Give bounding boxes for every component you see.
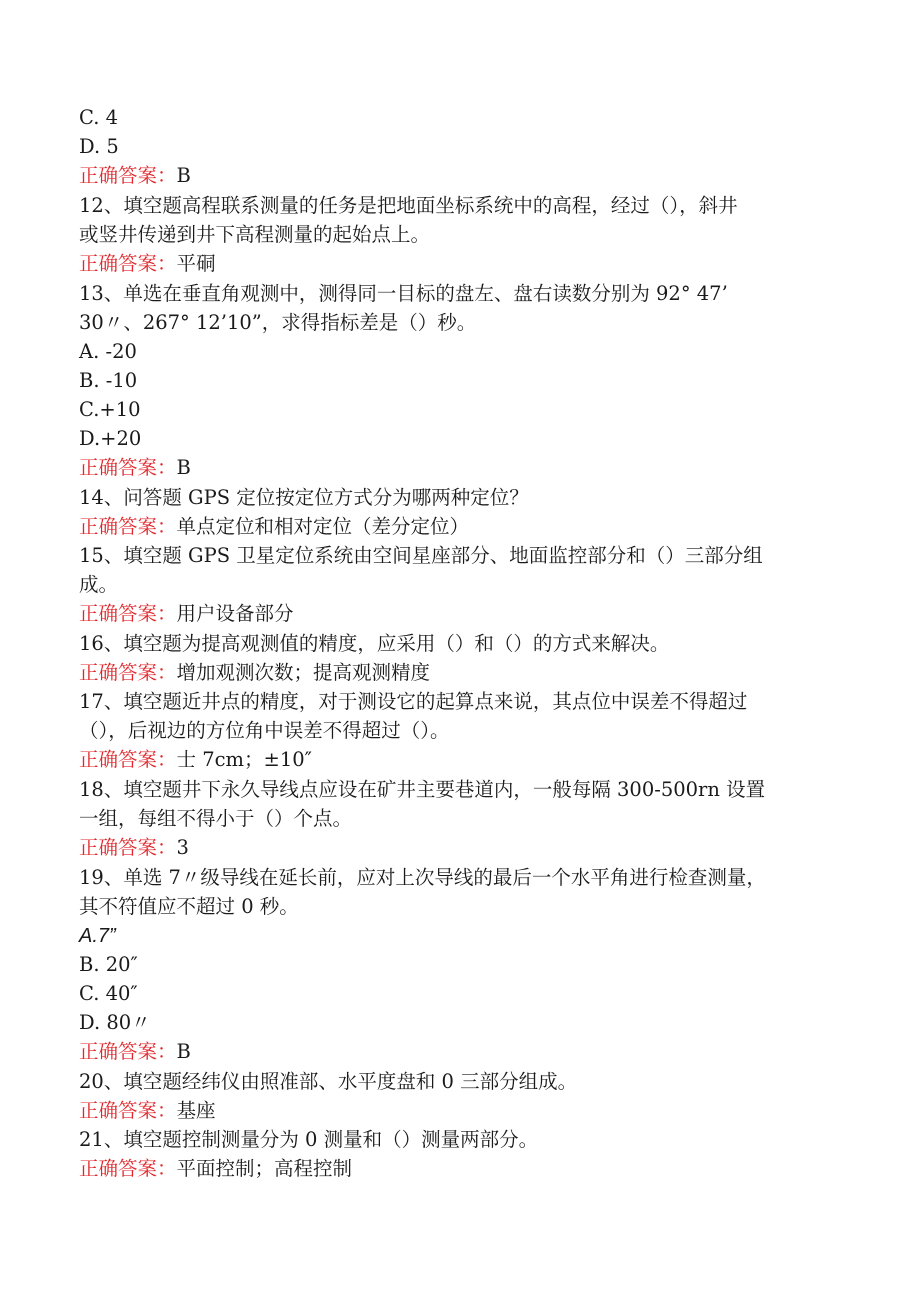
question-line: 12、填空题高程联系测量的任务是把地面坐标系统中的高程，经过（），斜井: [79, 194, 738, 217]
option-line: D. 80〃: [79, 1011, 151, 1034]
question-line: 20、填空题经纬仪由照准部、水平度盘和 0 三部分组成。: [79, 1070, 578, 1093]
question-line: 18、填空题井下永久导线点应设在矿井主要巷道内，一般每隔 300-500rn 设置: [79, 778, 766, 801]
answer-line: [79, 1040, 191, 1064]
answer-value: 平面控制；高程控制: [176, 1157, 353, 1180]
answer-label: 正确答案：: [79, 748, 177, 771]
option-line: C.+10: [79, 398, 141, 421]
answer-value: 平硐: [176, 252, 216, 275]
question-line: 或竖井传递到井下高程测量的起始点上。: [79, 223, 431, 246]
answer-label: 正确答案：: [79, 836, 177, 859]
question-line: 13、单选在垂直角观测中，测得同一目标的盘左、盘右读数分别为 92° 47’: [79, 282, 728, 305]
question-line: 30〃、267° 12’10”，求得指标差是（）秒。: [79, 311, 477, 334]
answer-value: 基座: [176, 1099, 216, 1122]
option-line: D.+20: [79, 427, 142, 450]
answer-label: 正确答案：: [79, 1099, 177, 1122]
option-line: C. 40″: [79, 982, 138, 1005]
question-line: 14、问答题 GPS 定位按定位方式分为哪两种定位？: [79, 486, 529, 509]
answer-value: 用户设备部分: [176, 602, 294, 625]
answer-value: 增加观测次数；提高观测精度: [176, 661, 431, 684]
question-line: 其不符值应不超过 0 秒。: [79, 895, 299, 918]
answer-label: 正确答案：: [79, 661, 177, 684]
answer-line: [79, 836, 189, 860]
question-line: 一组，每组不得小于（）个点。: [79, 807, 353, 830]
answer-label: 正确答案：: [79, 164, 177, 187]
question-line: 17、填空题近井点的精度，对于测设它的起算点来说，其点位中误差不得超过: [79, 690, 748, 713]
answer-label: 正确答案：: [79, 1157, 177, 1180]
answer-value: 单点定位和相对定位（差分定位）: [176, 515, 470, 538]
answer-line: [79, 748, 312, 772]
answer-line: [79, 515, 469, 539]
question-line: 成。: [79, 573, 119, 596]
answer-value: 3: [176, 836, 189, 859]
question-line: 21、填空题控制测量分为 0 测量和（）测量两部分。: [79, 1128, 539, 1151]
question-line: 16、填空题为提高观测值的精度，应采用（）和（）的方式来解决。: [79, 632, 670, 655]
answer-line: [79, 164, 191, 188]
answer-value: B: [176, 164, 191, 187]
answer-line: [79, 661, 430, 685]
option-line: B. -10: [79, 369, 138, 392]
answer-value: 士 7cm；±10″: [176, 748, 312, 771]
answer-line: [79, 1099, 216, 1123]
answer-line: [79, 252, 216, 276]
option-line: D. 5: [79, 135, 119, 158]
answer-value: B: [176, 456, 191, 479]
question-line: 15、填空题 GPS 卫星定位系统由空间星座部分、地面监控部分和（）三部分组: [79, 544, 763, 567]
option-line: A. -20: [79, 340, 137, 363]
answer-label: 正确答案：: [79, 456, 177, 479]
answer-line: [79, 456, 191, 480]
option-line: C. 4: [79, 106, 119, 129]
answer-label: 正确答案：: [79, 515, 177, 538]
option-line: B. 20″: [79, 953, 138, 976]
answer-label: 正确答案：: [79, 602, 177, 625]
answer-value: B: [176, 1040, 191, 1063]
answer-line: [79, 602, 294, 626]
option-line: A.7”: [79, 925, 116, 947]
answer-label: 正确答案：: [79, 1040, 177, 1063]
answer-label: 正确答案：: [79, 252, 177, 275]
question-line: （），后视边的方位角中误差不得超过（）。: [79, 719, 450, 742]
question-line: 19、单选 7〃级导线在延长前，应对上次导线的最后一个水平角进行检查测量，: [79, 866, 766, 889]
answer-line: [79, 1157, 352, 1181]
